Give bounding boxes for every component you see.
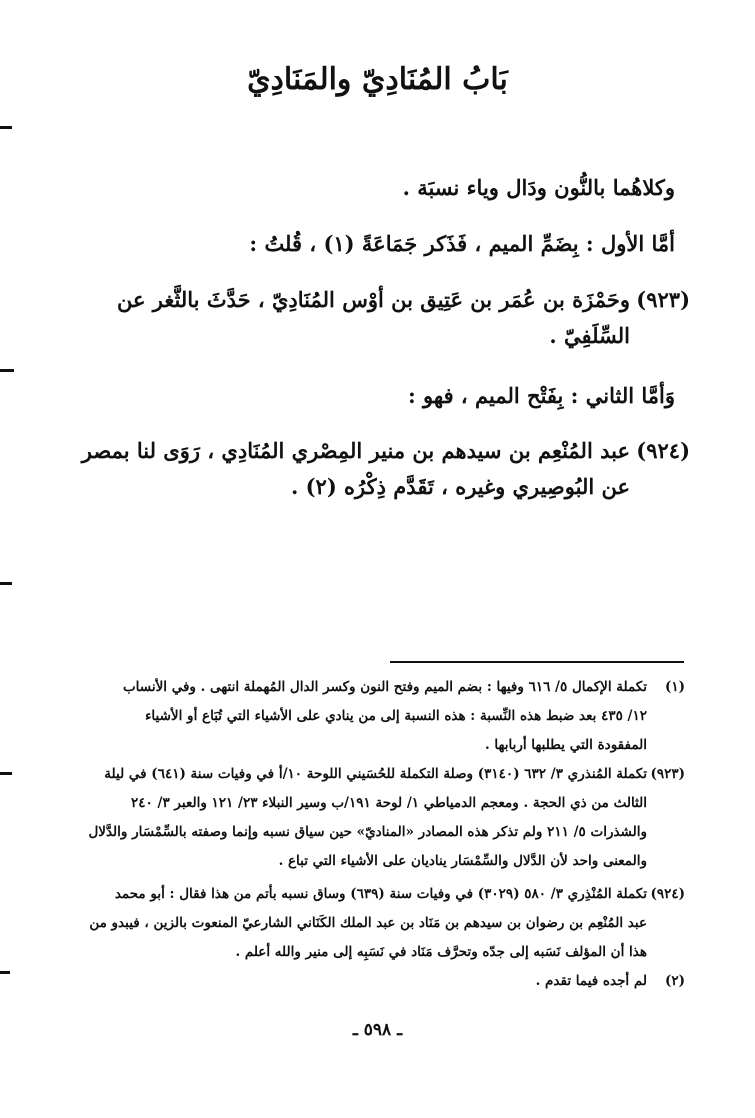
page-title: بَابُ المُنَادِيّ والمَنَادِيّ [247,62,508,97]
footnote-line: ١٢/ ٤٣٥ بعد ضبط هذه النِّسبة : هذه النسبة إلى من ينادي على الأشياء التي تُبَاع أو الأشياء [145,708,647,724]
footnote-text [65,967,647,996]
footnote-separator [390,661,684,663]
footnote-text [65,760,647,876]
margin-mark [0,369,14,372]
footnote-number: (٢) [664,973,685,989]
entry-line: وحَمْزَة بن عُمَر بن عَتِيق بن أوْس المُنَادِيّ ، حَدَّثَ بالثَّغر عن [116,287,630,312]
entry-line: عبد المُنْعِم بن سيدهم بن منير المِصْري المُنَادِي ، رَوَى لنا بمصر [81,438,630,463]
entry-line: السِّلَفِيّ . [549,323,630,348]
footnote-number: (٩٢٣) [650,766,685,782]
entry-924 [70,433,690,505]
margin-mark [0,971,10,974]
footnote-number: (١) [664,679,685,695]
footnote-line: لم أجده فيما تقدم . [535,973,647,989]
footnote-1 [65,673,685,760]
second-heading: وَأمَّا الثاني : بِفَتْح الميم ، فهو : [407,383,675,408]
footnote-text [65,880,647,967]
footnote-2 [65,967,685,996]
footnote-line: عبد المُنْعِم بن رضوان بن سيدهم بن مَنَاد بن عبد الملك الكَنَاني الشارعيّ المنعوت بالزين ، فيبدو من [89,915,647,931]
footnote-text [65,673,647,760]
footnote-line: والشذرات ٥/ ٢١١ ولم تذكر هذه المصادر «المناديّ» حين سياق نسبه وإنما وصفته بالسِّمْسَار والدَّلال [88,824,647,840]
footnote-line: والمعنى واحد لأن الدَّلال والسِّمْسَار يناديان على الأشياء التي تباع . [278,853,647,869]
margin-mark [0,772,12,775]
margin-mark [0,126,12,129]
footnote-line: تكملة المُنْذِري ٣/ ٥٨٠ (٣٠٢٩) في وفيات سنة (٦٣٩) وساق نسبه بأتم من هذا فقال : أبو محمد [114,886,647,902]
footnote-line: الثالث من ذي الحجة . ومعجم الدمياطي ١/ لوحة ١٩١/ب وسير النبلاء ٢٣/ ١٢١ والعبر ٣/ ٢٤٠ [131,795,647,811]
footnote-line: المفقودة التي يطلبها أربابها . [484,737,647,753]
footnote-924 [65,880,685,967]
entry-line: عن البُوصِيري وغيره ، تَقَدَّم ذِكْرُه (٢) . [290,474,630,499]
margin-mark [0,582,12,585]
footnote-line: تكملة الإكمال ٥/ ٦١٦ وفيها : بضم الميم وفتح النون وكسر الدال المُهملة انتهى . وفي الأنساب [122,679,647,695]
footnote-number: (٩٢٤) [650,886,685,902]
entry-923 [70,282,690,354]
intro-line: وكلاهُما بالنُّون ودَال وياء نسبَة . [402,175,675,200]
first-heading: أمَّا الأول : بِضَمِّ الميم ، فَذَكر جَمَاعَةً (١) ، قُلتُ : [249,231,675,256]
footnote-line: تكملة المُنذري ٣/ ٦٣٢ (٣١٤٠) وصلة التكملة للحُسَيني اللوحة ١٠/أ في وفيات سنة (٦٤١) في ليلة [104,766,647,782]
entry-text [70,433,630,505]
entry-number: (٩٢٣) [636,287,690,312]
entry-number: (٩٢٤) [636,438,690,463]
page-number: ـ ٥٩٨ ـ [352,1020,403,1040]
footnote-line: هذا أن المؤلف نَسَبه إلى جدّه وتحرَّف مَنَاد في نَسَبِه إلى منير والله أعلم . [235,944,647,960]
entry-text [70,282,630,354]
footnote-923 [65,760,685,876]
